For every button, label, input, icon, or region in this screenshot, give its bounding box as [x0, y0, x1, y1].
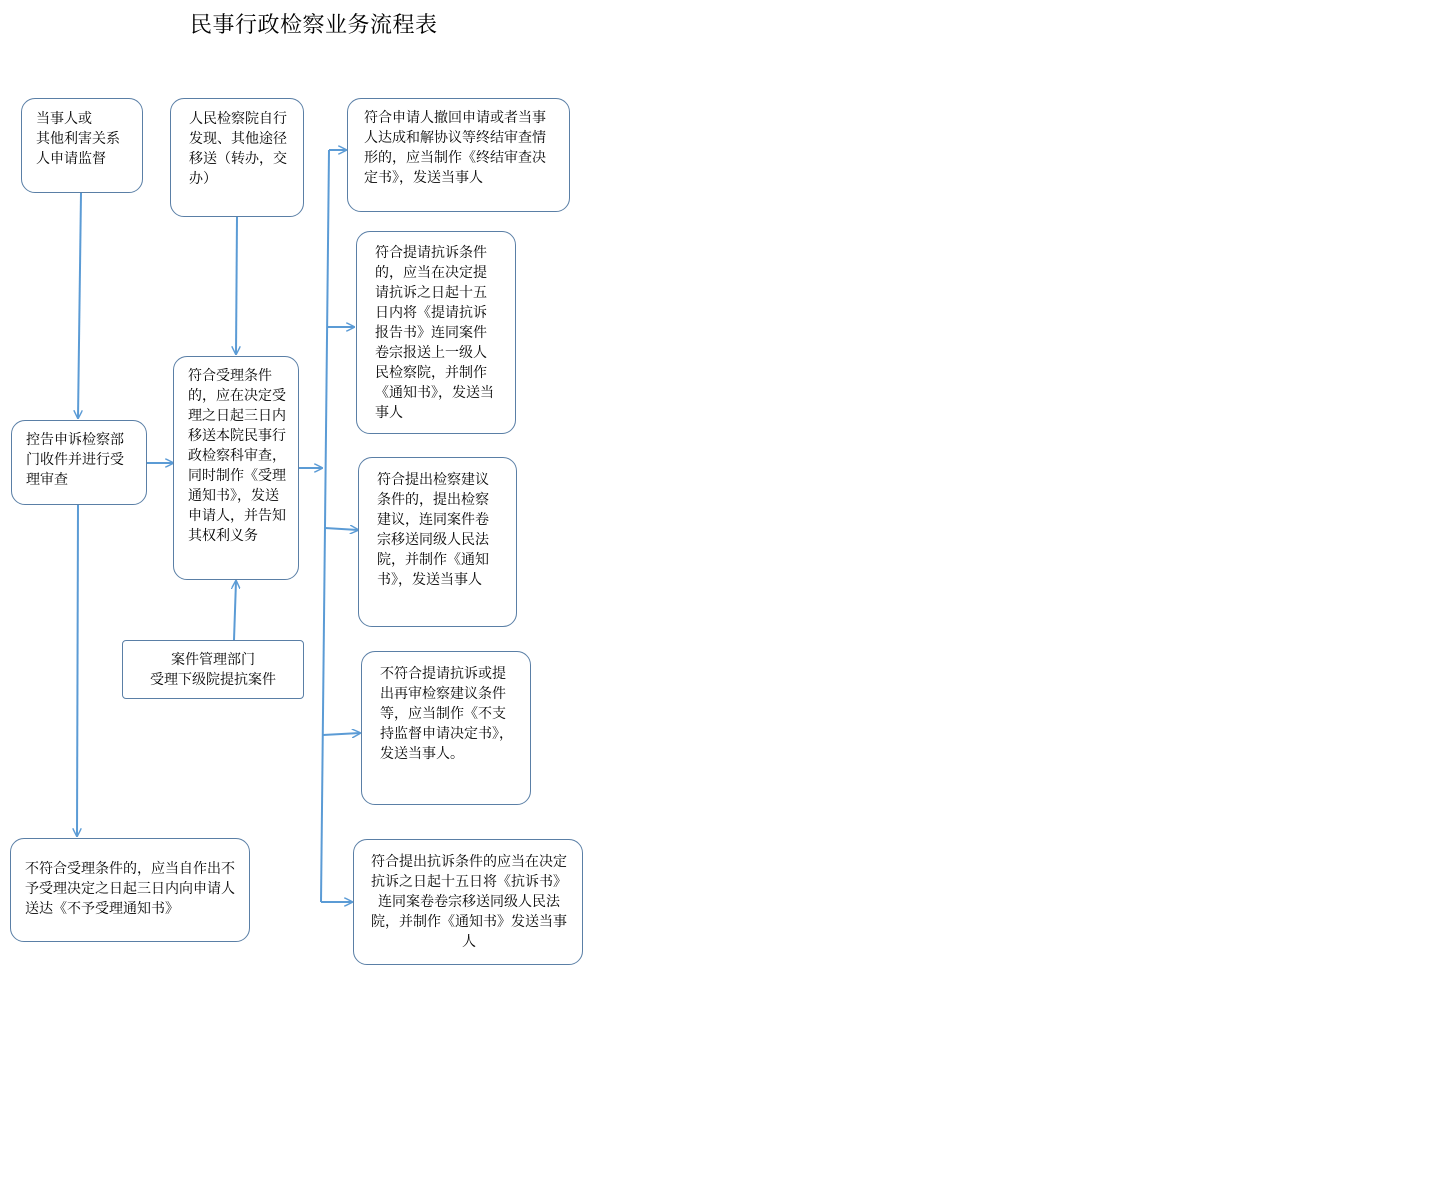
- page-title: 民事行政检察业务流程表: [190, 13, 438, 38]
- box-procuratorial-suggestion: [358, 457, 517, 627]
- box-protest: [353, 839, 583, 965]
- arrow-trunk-to-suggestion: [325, 528, 358, 530]
- box-not-support: [361, 651, 531, 805]
- box-applicant: [21, 98, 143, 193]
- arrow-review-to-notaccept: [77, 505, 78, 836]
- box-meets-accept: [173, 356, 299, 580]
- arrow-casemgmt-to-accept: [234, 581, 236, 640]
- arrow-selffound-to-accept: [236, 217, 237, 354]
- box-self-found-text: 人民检察院自行发现、其他途径移送（转办，交办）: [189, 111, 287, 187]
- box-accept-review-text: 控告申诉检察部门收件并进行受理审查: [26, 432, 124, 488]
- box-withdraw: [347, 98, 570, 212]
- box-withdraw-text: 符合申请人撤回申请或者当事人达成和解协议等终结审查情形的，应当制作《终结审查决定书》，发送当事人: [364, 110, 546, 186]
- box-applicant-text: 当事人或 其他利害关系 人申请监督: [36, 111, 120, 167]
- box-not-accept-text: 不符合受理条件的，应当自作出不予受理决定之日起三日内向申请人送达《不予受理通知书》: [25, 861, 235, 917]
- box-protest-request: [356, 231, 516, 434]
- box-accept-review: [11, 420, 147, 505]
- box-self-found: [170, 98, 304, 217]
- box-case-mgmt-text: 案件管理部门 受理下级院提抗案件: [150, 652, 276, 688]
- box-protest-request-text: 符合提请抗诉条件的，应当在决定提请抗诉之日起十五日内将《提请抗诉报告书》连同案件卷宗报送上一级人民检察院，并制作《通知书》，发送当事人: [375, 245, 494, 421]
- box-case-mgmt: [122, 640, 304, 699]
- box-protest-text: 符合提出抗诉条件的应当在决定抗诉之日起十五日将《抗诉书》连同案卷卷宗移送同级人民法院，并制作《通知书》发送当事人: [371, 854, 567, 950]
- trunk-line: [321, 150, 329, 902]
- box-not-accept: [10, 838, 250, 942]
- arrow-applicant-to-review: [78, 193, 81, 418]
- arrow-trunk-to-notsupport: [323, 733, 360, 735]
- box-not-support-text: 不符合提请抗诉或提出再审检察建议条件等，应当制作《不支持监督申请决定书》，发送当事人。: [380, 666, 513, 762]
- box-meets-accept-text: 符合受理条件的，应在决定受理之日起三日内移送本院民事行政检察科审查，同时制作《受理通知书》，发送申请人，并告知其权利义务: [188, 368, 286, 544]
- box-procuratorial-suggestion-text: 符合提出检察建议条件的，提出检察建议，连同案件卷宗移送同级人民法院，并制作《通知书》，发送当事人: [377, 472, 489, 588]
